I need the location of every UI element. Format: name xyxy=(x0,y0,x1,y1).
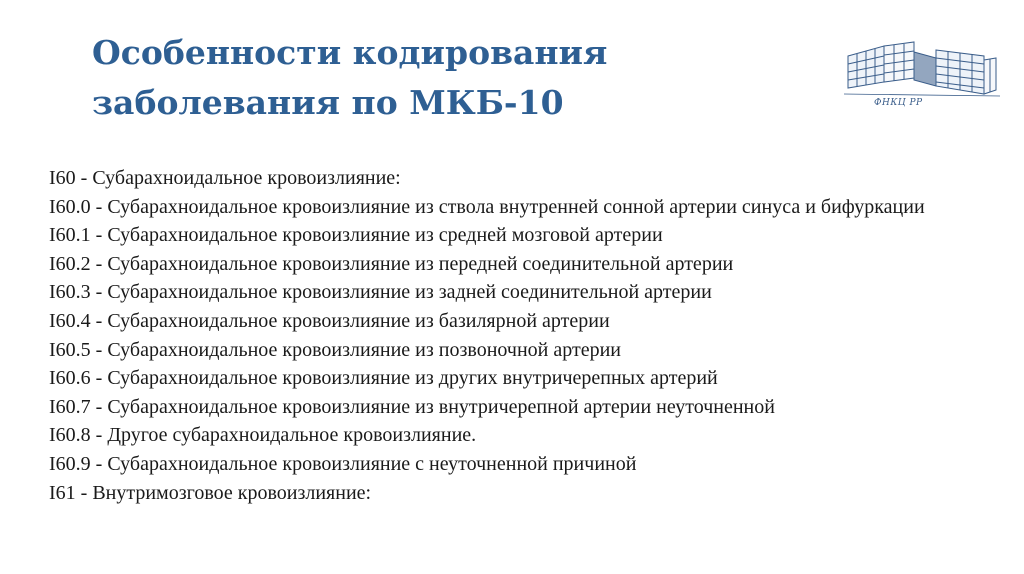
title-line-2: заболевания по МКБ-10 xyxy=(92,83,564,122)
page-title xyxy=(92,28,732,128)
hospital-building-icon xyxy=(844,36,1000,98)
list-item: I60.0 - Субарахноидальное кровоизлияние из ствола внутренней сонной артерии синуса и бифуркации xyxy=(49,195,925,218)
list-item: I60.1 - Субарахноидальное кровоизлияние из средней мозговой артерии xyxy=(49,224,663,247)
list-item: I60.9 - Субарахноидальное кровоизлияние с неуточненной причиной xyxy=(49,452,637,475)
list-item: I60.5 - Субарахноидальное кровоизлияние из позвоночной артерии xyxy=(49,338,621,361)
list-item: I60.2 - Субарахноидальное кровоизлияние из передней соединительной артерии xyxy=(49,252,734,275)
list-item: I61 - Внутримозговое кровоизлияние: xyxy=(49,481,372,504)
list-item: I60.4 - Субарахноидальное кровоизлияние из базилярной артерии xyxy=(49,309,610,332)
list-item: I60 - Субарахноидальное кровоизлияние: xyxy=(49,167,401,189)
icd-code-list xyxy=(49,164,969,507)
list-item: I60.3 - Субарахноидальное кровоизлияние из задней соединительной артерии xyxy=(49,281,712,304)
list-item: I60.8 - Другое субарахноидальное кровоизлияние. xyxy=(49,424,477,447)
list-item: I60.6 - Субарахноидальное кровоизлияние из других внутричерепных артерий xyxy=(49,367,718,390)
title-line-1: Особенности кодирования xyxy=(92,33,608,72)
logo-caption: ФНКЦ РР xyxy=(874,98,923,108)
list-item: I60.7 - Субарахноидальное кровоизлияние из внутричерепной артерии неуточненной xyxy=(49,395,775,418)
logo xyxy=(844,36,1000,128)
